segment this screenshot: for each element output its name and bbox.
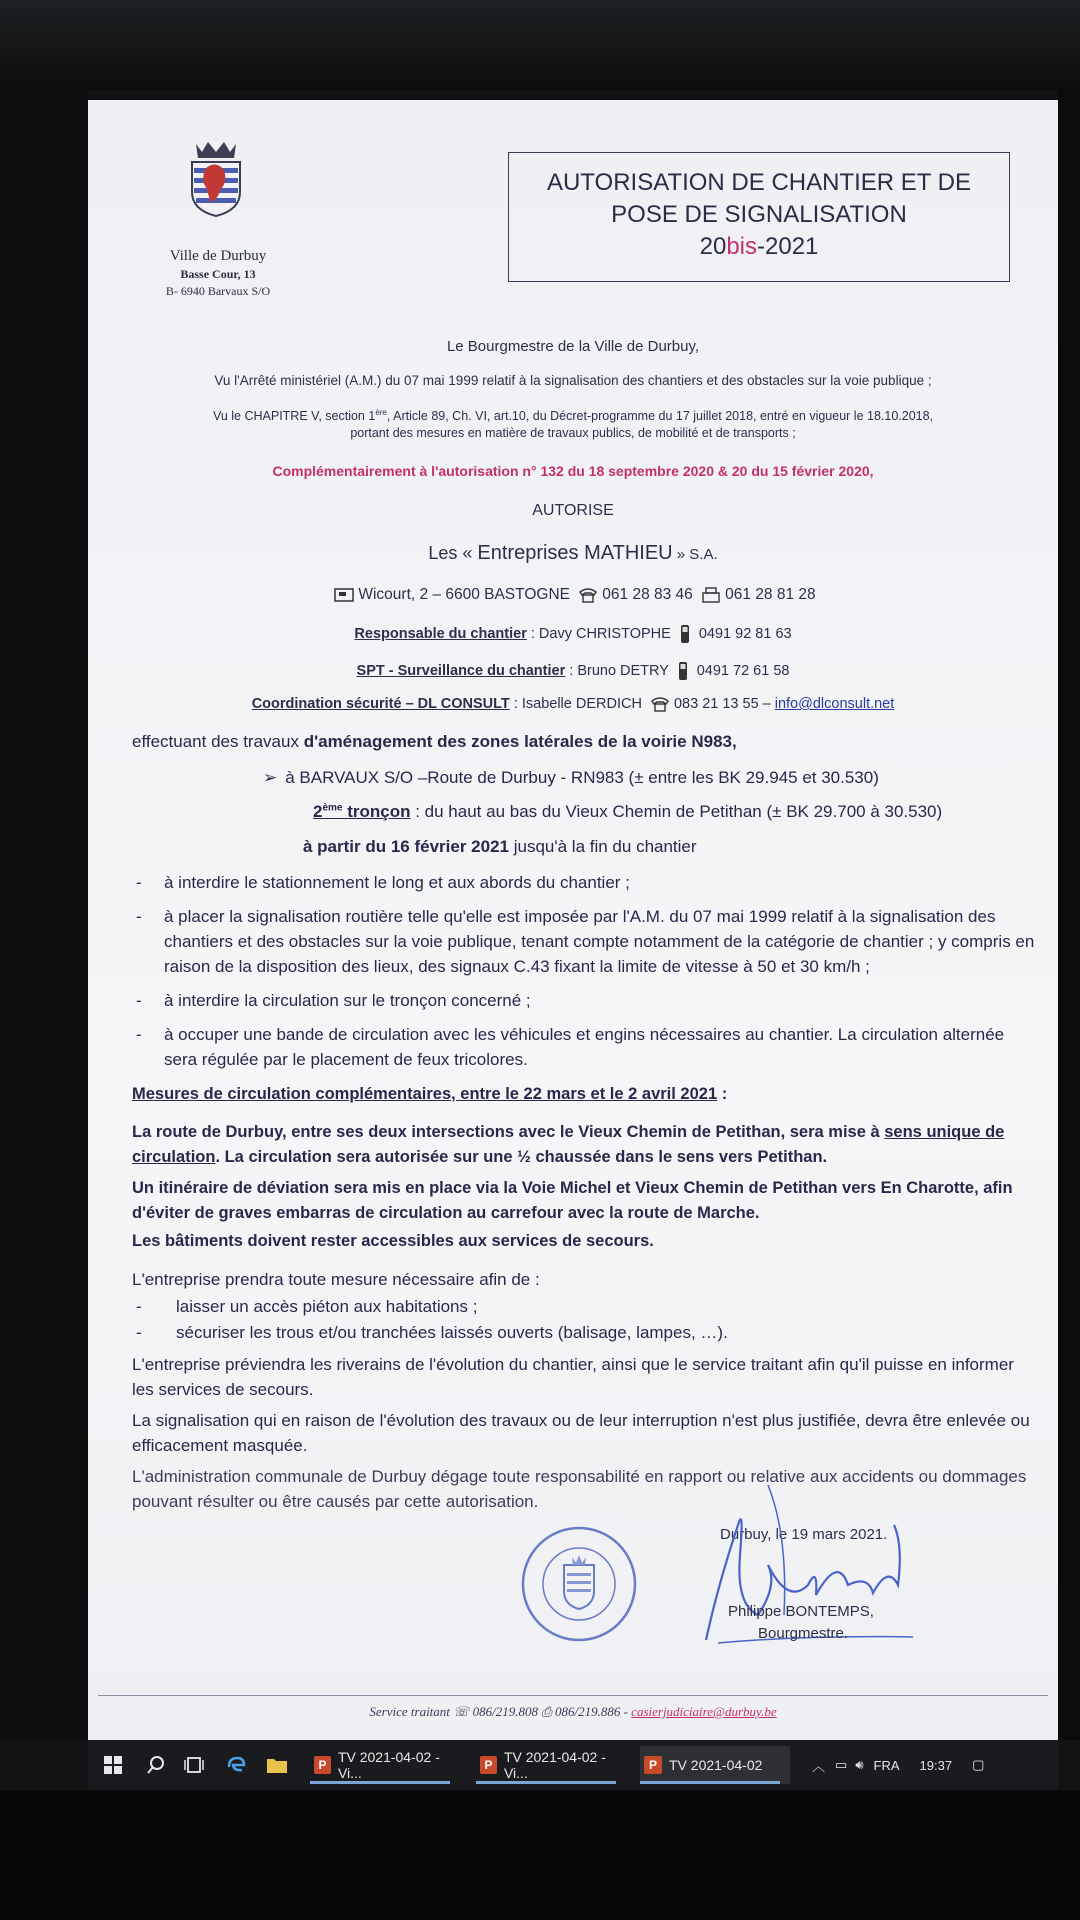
telephone-icon [578, 587, 598, 603]
company-line [88, 542, 1058, 565]
telephone-icon [650, 696, 670, 712]
footer-email-link[interactable]: casierjudiciaire@durbuy.be [631, 1704, 777, 1719]
clock[interactable]: 19:37 [919, 1757, 953, 1773]
measure-paragraph-2: Un itinéraire de déviation sera mis en place via la Voie Michel et Vieux Chemin de Petithan vers En Charotte, afin d'éviter de graves embarras de circulation au carrefour avec la route de Marche. [132, 1179, 1013, 1222]
period-start: à partir du 16 février 2021 [303, 837, 510, 856]
taskbar [88, 1740, 1058, 1790]
fax-icon [701, 587, 721, 603]
legal-basis-1: Vu l'Arrêté ministériel (A.M.) du 07 mai 1999 relatif à la signalisation des chantiers et des obstacles sur la voie publique ; [214, 373, 932, 388]
legal-basis-2b: , Article 89, Ch. VI, art.10, du Décret-programme du 17 juillet 2018, entré en vigueur le 18.10.2018, [386, 409, 934, 424]
notify-paragraph: L'entreprise préviendra les riverains de l'évolution du chantier, ainsi que le service traitant afin qu'il puisse en informer les services de secours. [132, 1355, 1014, 1399]
company-post: » S.A. [672, 546, 718, 563]
town-address-line2: B- 6940 Barvaux S/O [165, 284, 271, 298]
measure-1a: La route de Durbuy, entre ses deux intersections avec le Vieux Chemin de Petithan, sera mise à [132, 1123, 885, 1141]
company-fax: 061 28 81 28 [725, 586, 816, 603]
screen [88, 100, 1058, 1740]
legal-basis-2-sup: ère [375, 408, 387, 417]
list-item-text: laisser un accès piéton aux habitations ; [176, 1297, 478, 1316]
footer-service-label: Service traitant [369, 1704, 450, 1719]
title-line-1: AUTORISATION DE CHANTIER ET DE [546, 169, 972, 196]
signer-name: Philippe BONTEMPS, [728, 1603, 874, 1620]
document-title-box [508, 152, 1010, 282]
legal-basis-2a: Vu le CHAPITRE V, section 1 [212, 409, 376, 424]
company-name: Entreprises MATHIEU [477, 542, 673, 564]
list-item-text: à interdire le stationnement le long et aux abords du chantier ; [164, 873, 630, 892]
coat-of-arms-icon [188, 138, 244, 218]
surveillance-name: : Bruno DETRY [565, 662, 669, 679]
complement-line: Complémentairement à l'autorisation n° 132 du 18 septembre 2020 & 20 du 15 février 2020, [272, 463, 874, 479]
measure-1b: . La circulation sera autorisée sur une ½ chaussée dans le sens vers Petithan. [215, 1148, 828, 1166]
liability-paragraph: L'administration communale de Durbuy dégage toute responsabilité en rapport ou relative aux accidents ou dommages pouvant résulter ou être causés par cette autorisation. [132, 1467, 1027, 1511]
measures-heading [132, 1085, 727, 1104]
title-line-2: POSE DE SIGNALISATION [611, 201, 907, 228]
list-item: - à placer la signalisation routière telle qu'elle est imposée par l'A.M. du 07 mai 1999 relatif à la signalisation des chantiers et des obstacles sur la voie publique, tenant compte notamment de la catégorie de chantier ; y compris en raison de la disposition des lieux, des signaux C.43 fixant la limite de vitesse à 50 et 30 km/h ; [136, 904, 1036, 979]
footer-phone: 086/219.808 [472, 1704, 539, 1719]
taskbar-app-label: TV 2021-04-02 - Vi... [503, 1749, 606, 1781]
taskbar-app-3[interactable] [640, 1746, 790, 1784]
surveillance-label: SPT - Surveillance du chantier [356, 662, 566, 679]
company-contact-line [88, 586, 1058, 604]
footer-separator: - [623, 1704, 628, 1719]
troncon-line [313, 802, 942, 822]
telephone-icon: ☏ [453, 1704, 470, 1719]
mailbox-icon [334, 587, 354, 603]
coordination-email-link[interactable]: info@dlconsult.net [774, 696, 895, 712]
coordination-name: : Isabelle DERDICH [509, 696, 642, 712]
wall-background-right [1058, 90, 1080, 1740]
troncon-number [313, 802, 411, 821]
signer-role: Bourgmestre. [758, 1625, 849, 1642]
footer-contact [88, 1704, 1058, 1720]
list-item: - à occuper une bande de circulation avec les véhicules et engins nécessaires au chantier. La circulation alternée sera régulée par le placement de feux tricolores. [136, 1022, 1036, 1072]
search-button[interactable] [146, 1740, 166, 1790]
date-place: Durbuy, le 19 mars 2021. [720, 1526, 888, 1543]
task-view-icon [184, 1756, 204, 1774]
company-address: Wicourt, 2 – 6600 BASTOGNE [358, 586, 570, 603]
powerpoint-icon: P [644, 1756, 662, 1774]
troncon-sup: ème [322, 802, 343, 814]
troncon-rest: : du haut au bas du Vieux Chemin de Petithan (± BK 29.700 à 30.530) [410, 802, 943, 821]
footer-fax: 086/219.886 [554, 1704, 621, 1719]
works-description: d'aménagement des zones latérales de la voirie N983, [303, 732, 737, 751]
chevron-up-icon[interactable]: ︿ [812, 1758, 826, 1774]
measure-paragraph-1 [132, 1120, 1032, 1170]
edge-browser-icon [226, 1755, 246, 1775]
town-name: Ville de Durbuy [169, 248, 267, 264]
legal-basis-2c: portant des mesures en matière de travaux publics, de mobilité et de transports ; [350, 426, 796, 440]
powerpoint-icon: P [480, 1756, 497, 1774]
issuer-block [128, 248, 308, 299]
footer-divider [98, 1695, 1048, 1696]
measure-1-one-way: sens unique de circulation [132, 1123, 1005, 1166]
monitor-bezel [0, 1790, 1080, 1920]
responsable-label: Responsable du chantier [354, 625, 527, 642]
authorization-number [509, 231, 1009, 263]
number-bis: bis [726, 233, 757, 260]
surveillance-line [88, 660, 1058, 682]
edge-browser-button[interactable] [226, 1740, 246, 1790]
language-indicator[interactable]: FRA [873, 1757, 900, 1773]
start-button[interactable] [104, 1740, 122, 1790]
number-suffix: -2021 [757, 233, 819, 260]
taskbar-app-1[interactable] [310, 1746, 460, 1784]
enterprise-measures-line: L'entreprise prendra toute mesure nécessaire afin de : [132, 1270, 540, 1289]
fax-icon: ⎙ [541, 1704, 552, 1719]
system-tray [812, 1740, 984, 1790]
list-item: - à interdire la circulation sur le tronçon concerné ; [136, 988, 1036, 1013]
wall-background-left [0, 90, 88, 1740]
number-prefix: 20 [699, 233, 727, 260]
coordination-line [88, 696, 1058, 712]
list-item-text: sécuriser les trous et/ou tranchées laissés ouverts (balisage, lampes, …). [176, 1323, 728, 1342]
measures-heading-text: Mesures de circulation complémentaires, entre le 22 mars et le 2 avril 2021 [132, 1085, 718, 1103]
volume-icon[interactable]: 🔊︎ [855, 1757, 864, 1772]
troncon-word: tronçon [347, 802, 411, 821]
list-item: - à interdire le stationnement le long et aux abords du chantier ; [136, 870, 1036, 895]
document-viewer[interactable] [88, 100, 1058, 1740]
list-item-text: à interdire la circulation sur le tronçon concerné ; [164, 991, 531, 1010]
company-phone: 061 28 83 46 [602, 586, 693, 603]
town-address-line1: Basse Cour, 13 [180, 267, 256, 281]
troncon-num: 2 [313, 802, 323, 821]
period-line [303, 837, 697, 857]
taskbar-app-2[interactable] [476, 1746, 626, 1784]
period-rest: jusqu'à la fin du chantier [509, 837, 697, 856]
list-item-text: à occuper une bande de circulation avec les véhicules et engins nécessaires au chantier. La circulation alternée sera régulée par le placement de feux tricolores. [164, 1025, 1005, 1069]
mayor-line: Le Bourgmestre de la Ville de Durbuy, [446, 338, 700, 355]
works-pre: effectuant des travaux [132, 732, 304, 751]
company-pre: Les « [428, 543, 478, 563]
responsable-line [88, 623, 1058, 645]
network-icon[interactable]: ▭ [835, 1757, 848, 1772]
works-line [132, 732, 737, 752]
powerpoint-icon: P [314, 1756, 331, 1774]
task-view-button[interactable] [184, 1740, 204, 1790]
coordination-label: Coordination sécurité – DL CONSULT [251, 696, 510, 712]
surveillance-mobile: 0491 72 61 58 [696, 662, 790, 679]
wall-background [0, 0, 1080, 90]
list-item-text: à placer la signalisation routière telle qu'elle est imposée par l'A.M. du 07 mai 1999 relatif à la signalisation des chantiers et des obstacles sur la voie publique, tenant compte notamment de la catégorie de chantier ; y compris en raison de la disposition des lieux, des signaux C.43 fixant la limite de vitesse à 50 et 30 km/h ; [164, 907, 1035, 976]
coordination-phone: 083 21 13 55 – [673, 696, 771, 712]
folder-icon [266, 1756, 288, 1774]
taskbar-app-label: TV 2021-04-02 - Vi... [337, 1749, 440, 1781]
list-item: - laisser un accès piéton aux habitations ; [136, 1294, 1036, 1319]
list-item: - sécuriser les trous et/ou tranchées laissés ouverts (balisage, lampes, …). [136, 1320, 1036, 1345]
location-text: à BARVAUX S/O –Route de Durbuy - RN983 (± entre les BK 29.945 et 30.530) [285, 768, 879, 787]
arrow-bullet-icon: ➢ [263, 768, 278, 787]
file-explorer-button[interactable] [266, 1740, 288, 1790]
responsable-mobile: 0491 92 81 63 [698, 625, 792, 642]
mobile-phone-icon [679, 623, 691, 645]
legal-basis-2 [88, 408, 1058, 423]
taskbar-app-label: TV 2021-04-02 [669, 1757, 763, 1773]
location-line [263, 768, 879, 788]
mobile-phone-icon [677, 660, 689, 682]
municipal-seal-icon [520, 1525, 638, 1643]
search-icon [146, 1755, 166, 1775]
windows-logo-icon [104, 1756, 122, 1774]
measures-heading-colon: : [717, 1085, 728, 1103]
signage-paragraph: La signalisation qui en raison de l'évolution des travaux ou de leur interruption n'est plus justifiée, devra être enlevée ou efficacement masquée. [132, 1411, 1030, 1455]
autorise-heading: AUTORISE [532, 502, 614, 519]
notification-icon[interactable]: ▢ [972, 1757, 985, 1772]
measure-paragraph-3: Les bâtiments doivent rester accessibles aux services de secours. [132, 1232, 654, 1250]
responsable-name: : Davy CHRISTOPHE [526, 625, 671, 642]
